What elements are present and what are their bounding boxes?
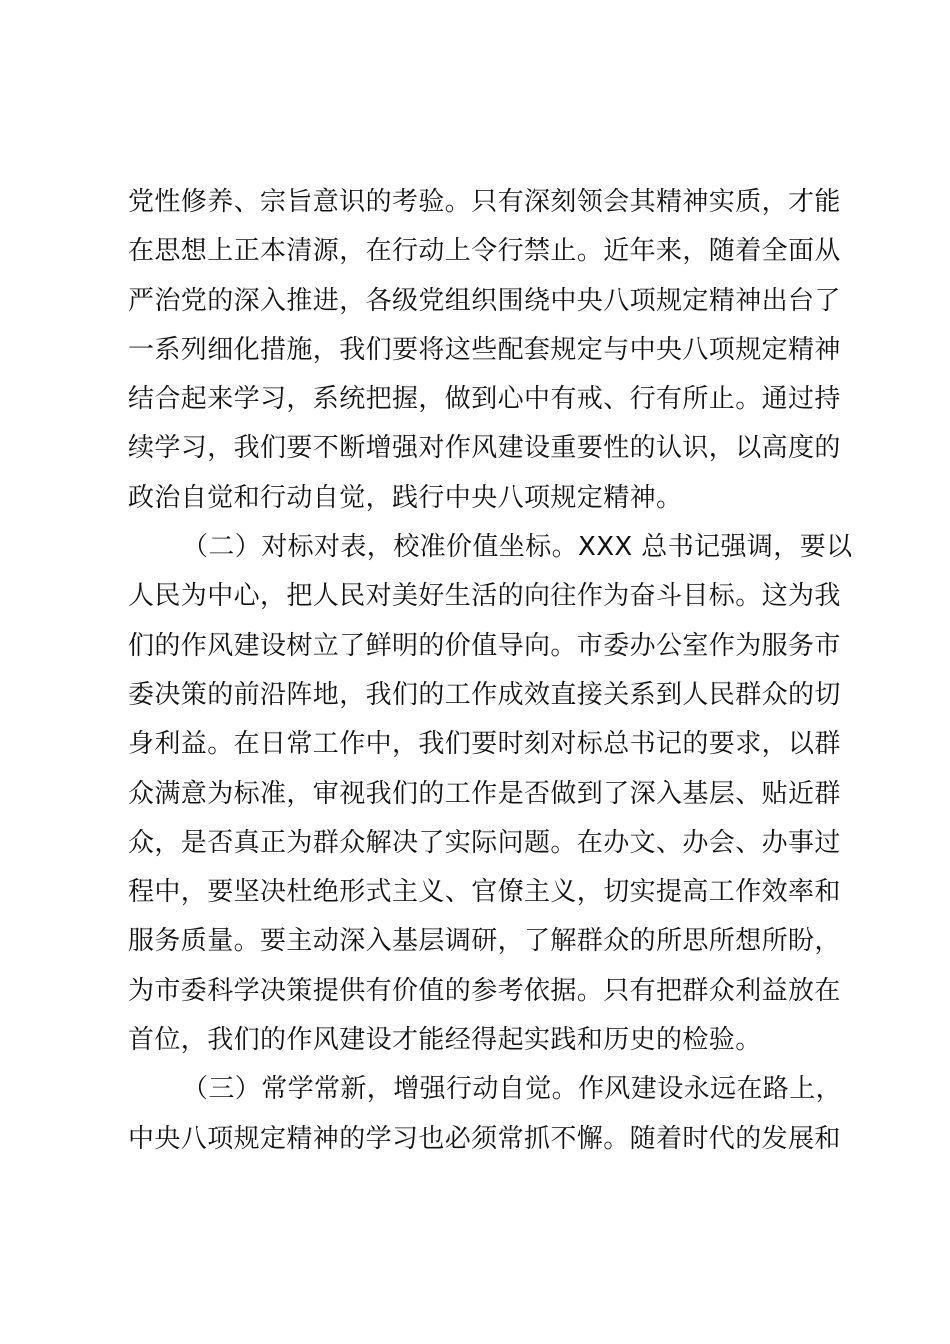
text-line: 在思想上正本清源，在行动上令行禁止。近年来，随着全面从	[128, 236, 841, 267]
text-line: 人民为中心，把人民对美好生活的向往作为奋斗目标。这为我	[128, 581, 841, 612]
paragraph-section-3	[128, 1065, 843, 1164]
text-line: 身利益。在日常工作中，我们要时刻对标总书记的要求，以群	[128, 729, 841, 760]
text-line: 政治自觉和行动自觉，践行中央八项规定精神。	[128, 482, 683, 513]
text-line: 们的作风建设树立了鲜明的价值导向。市委办公室作为服务市	[128, 630, 841, 661]
paragraph-continuation	[128, 178, 841, 523]
text-line: 委决策的前沿阵地，我们的工作成效直接关系到人民群众的切	[128, 679, 841, 710]
text-line: 严治党的深入推进，各级党组织围绕中央八项规定精神出台了	[128, 285, 841, 316]
document-body	[128, 178, 853, 1164]
text-line: 党性修养、宗旨意识的考验。只有深刻领会其精神实质，才能	[128, 187, 841, 217]
text-line: 程中，要坚决杜绝形式主义、官僚主义，切实提高工作效率和	[128, 877, 841, 908]
text-line: 结合起来学习，系统把握，做到心中有戒、行有所止。通过持	[128, 384, 841, 415]
paragraph-section-2	[128, 523, 853, 1065]
section-heading-line: （三）常学常新，增强行动自觉。作风建设永远在路上，	[182, 1074, 843, 1105]
text-line: 众满意为标准，审视我们的工作是否做到了深入基层、贴近群	[128, 778, 841, 809]
text-line: 首位，我们的作风建设才能经得起实践和历史的检验。	[128, 1025, 762, 1056]
section-heading-line: （二）对标对表，校准价值坐标。XXX 总书记强调，要以	[182, 532, 853, 563]
text-line: 一系列细化措施，我们要将这些配套规定与中央八项规定精神	[128, 334, 841, 365]
text-line: 续学习，我们要不断增强对作风建设重要性的认识，以高度的	[128, 433, 841, 464]
text-line: 中央八项规定精神的学习也必须常抓不懈。随着时代的发展和	[128, 1123, 841, 1154]
text-line: 众，是否真正为群众解决了实际问题。在办文、办会、办事过	[128, 827, 841, 858]
text-line: 为市委科学决策提供有价值的参考依据。只有把群众利益放在	[128, 975, 841, 1006]
text-line: 服务质量。要主动深入基层调研，了解群众的所思所想所盼，	[128, 926, 841, 957]
